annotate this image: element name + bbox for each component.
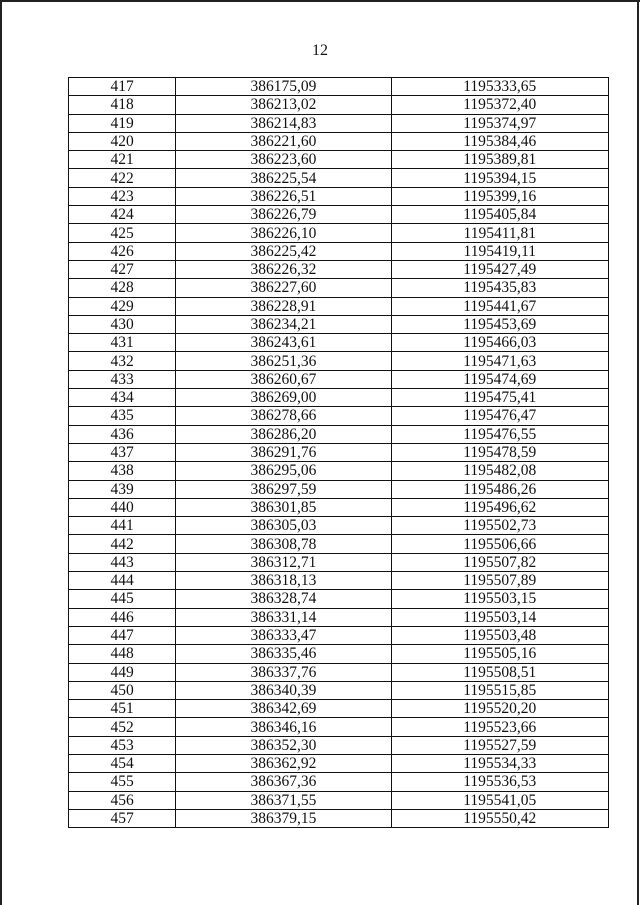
table-row xyxy=(69,645,609,663)
scan-border-right xyxy=(637,0,639,905)
x-coordinate-cell: 386214,83 xyxy=(176,114,391,132)
x-coordinate-cell: 386269,00 xyxy=(176,389,391,407)
point-number-cell: 449 xyxy=(69,663,176,681)
x-coordinate-cell: 386251,36 xyxy=(176,352,391,370)
x-coordinate-cell: 386213,02 xyxy=(176,96,391,114)
point-number-cell: 422 xyxy=(69,169,176,187)
point-number-cell: 430 xyxy=(69,315,176,333)
y-coordinate-cell: 1195427,49 xyxy=(391,260,608,278)
y-coordinate-cell: 1195508,51 xyxy=(391,663,608,681)
y-coordinate-cell: 1195435,83 xyxy=(391,279,608,297)
x-coordinate-cell: 386278,66 xyxy=(176,407,391,425)
table-row xyxy=(69,334,609,352)
point-number-cell: 435 xyxy=(69,407,176,425)
x-coordinate-cell: 386297,59 xyxy=(176,480,391,498)
point-number-cell: 451 xyxy=(69,700,176,718)
x-coordinate-cell: 386226,79 xyxy=(176,206,391,224)
point-number-cell: 418 xyxy=(69,96,176,114)
point-number-cell: 432 xyxy=(69,352,176,370)
y-coordinate-cell: 1195503,48 xyxy=(391,626,608,644)
y-coordinate-cell: 1195496,62 xyxy=(391,498,608,516)
x-coordinate-cell: 386318,13 xyxy=(176,572,391,590)
point-number-cell: 426 xyxy=(69,242,176,260)
y-coordinate-cell: 1195515,85 xyxy=(391,681,608,699)
x-coordinate-cell: 386352,30 xyxy=(176,736,391,754)
y-coordinate-cell: 1195482,08 xyxy=(391,462,608,480)
point-number-cell: 444 xyxy=(69,572,176,590)
table-row xyxy=(69,169,609,187)
table-row xyxy=(69,590,609,608)
x-coordinate-cell: 386226,51 xyxy=(176,187,391,205)
x-coordinate-cell: 386342,69 xyxy=(176,700,391,718)
y-coordinate-cell: 1195372,40 xyxy=(391,96,608,114)
y-coordinate-cell: 1195453,69 xyxy=(391,315,608,333)
y-coordinate-cell: 1195506,66 xyxy=(391,535,608,553)
table-row xyxy=(69,443,609,461)
table-row xyxy=(69,626,609,644)
table-row xyxy=(69,663,609,681)
x-coordinate-cell: 386243,61 xyxy=(176,334,391,352)
x-coordinate-cell: 386228,91 xyxy=(176,297,391,315)
y-coordinate-cell: 1195507,89 xyxy=(391,572,608,590)
point-number-cell: 419 xyxy=(69,114,176,132)
y-coordinate-cell: 1195536,53 xyxy=(391,773,608,791)
y-coordinate-cell: 1195419,11 xyxy=(391,242,608,260)
table-row xyxy=(69,462,609,480)
x-coordinate-cell: 386337,76 xyxy=(176,663,391,681)
table-row xyxy=(69,389,609,407)
point-number-cell: 439 xyxy=(69,480,176,498)
y-coordinate-cell: 1195475,41 xyxy=(391,389,608,407)
table-row xyxy=(69,498,609,516)
point-number-cell: 455 xyxy=(69,773,176,791)
x-coordinate-cell: 386362,92 xyxy=(176,754,391,772)
x-coordinate-cell: 386328,74 xyxy=(176,590,391,608)
y-coordinate-cell: 1195541,05 xyxy=(391,791,608,809)
point-number-cell: 429 xyxy=(69,297,176,315)
x-coordinate-cell: 386226,10 xyxy=(176,224,391,242)
point-number-cell: 437 xyxy=(69,443,176,461)
table-row xyxy=(69,315,609,333)
table-row xyxy=(69,773,609,791)
table-row xyxy=(69,132,609,150)
x-coordinate-cell: 386175,09 xyxy=(176,78,391,96)
point-number-cell: 427 xyxy=(69,260,176,278)
point-number-cell: 452 xyxy=(69,718,176,736)
table-row xyxy=(69,754,609,772)
coordinates-table-body xyxy=(69,78,609,828)
y-coordinate-cell: 1195399,16 xyxy=(391,187,608,205)
x-coordinate-cell: 386225,42 xyxy=(176,242,391,260)
point-number-cell: 443 xyxy=(69,553,176,571)
x-coordinate-cell: 386346,16 xyxy=(176,718,391,736)
x-coordinate-cell: 386260,67 xyxy=(176,370,391,388)
point-number-cell: 428 xyxy=(69,279,176,297)
y-coordinate-cell: 1195411,81 xyxy=(391,224,608,242)
y-coordinate-cell: 1195503,14 xyxy=(391,608,608,626)
table-row xyxy=(69,809,609,827)
point-number-cell: 425 xyxy=(69,224,176,242)
y-coordinate-cell: 1195474,69 xyxy=(391,370,608,388)
y-coordinate-cell: 1195503,15 xyxy=(391,590,608,608)
x-coordinate-cell: 386225,54 xyxy=(176,169,391,187)
point-number-cell: 456 xyxy=(69,791,176,809)
x-coordinate-cell: 386221,60 xyxy=(176,132,391,150)
y-coordinate-cell: 1195486,26 xyxy=(391,480,608,498)
table-row xyxy=(69,517,609,535)
point-number-cell: 450 xyxy=(69,681,176,699)
y-coordinate-cell: 1195394,15 xyxy=(391,169,608,187)
x-coordinate-cell: 386227,60 xyxy=(176,279,391,297)
point-number-cell: 434 xyxy=(69,389,176,407)
x-coordinate-cell: 386286,20 xyxy=(176,425,391,443)
y-coordinate-cell: 1195389,81 xyxy=(391,151,608,169)
y-coordinate-cell: 1195478,59 xyxy=(391,443,608,461)
table-row xyxy=(69,187,609,205)
x-coordinate-cell: 386223,60 xyxy=(176,151,391,169)
table-row xyxy=(69,114,609,132)
point-number-cell: 423 xyxy=(69,187,176,205)
x-coordinate-cell: 386333,47 xyxy=(176,626,391,644)
table-row xyxy=(69,718,609,736)
x-coordinate-cell: 386335,46 xyxy=(176,645,391,663)
y-coordinate-cell: 1195405,84 xyxy=(391,206,608,224)
point-number-cell: 440 xyxy=(69,498,176,516)
y-coordinate-cell: 1195523,66 xyxy=(391,718,608,736)
y-coordinate-cell: 1195520,20 xyxy=(391,700,608,718)
point-number-cell: 448 xyxy=(69,645,176,663)
y-coordinate-cell: 1195502,73 xyxy=(391,517,608,535)
y-coordinate-cell: 1195466,03 xyxy=(391,334,608,352)
x-coordinate-cell: 386305,03 xyxy=(176,517,391,535)
x-coordinate-cell: 386295,06 xyxy=(176,462,391,480)
y-coordinate-cell: 1195384,46 xyxy=(391,132,608,150)
table-row xyxy=(69,535,609,553)
x-coordinate-cell: 386340,39 xyxy=(176,681,391,699)
point-number-cell: 454 xyxy=(69,754,176,772)
scan-border-left xyxy=(0,0,2,905)
point-number-cell: 447 xyxy=(69,626,176,644)
table-row xyxy=(69,297,609,315)
x-coordinate-cell: 386226,32 xyxy=(176,260,391,278)
coordinates-table xyxy=(68,77,609,828)
table-row xyxy=(69,425,609,443)
table-row xyxy=(69,242,609,260)
x-coordinate-cell: 386367,36 xyxy=(176,773,391,791)
point-number-cell: 433 xyxy=(69,370,176,388)
table-row xyxy=(69,206,609,224)
y-coordinate-cell: 1195505,16 xyxy=(391,645,608,663)
x-coordinate-cell: 386234,21 xyxy=(176,315,391,333)
point-number-cell: 457 xyxy=(69,809,176,827)
point-number-cell: 431 xyxy=(69,334,176,352)
point-number-cell: 420 xyxy=(69,132,176,150)
table-row xyxy=(69,279,609,297)
table-row xyxy=(69,700,609,718)
page-number: 12 xyxy=(312,42,328,59)
x-coordinate-cell: 386308,78 xyxy=(176,535,391,553)
x-coordinate-cell: 386331,14 xyxy=(176,608,391,626)
y-coordinate-cell: 1195476,55 xyxy=(391,425,608,443)
x-coordinate-cell: 386312,71 xyxy=(176,553,391,571)
table-row xyxy=(69,78,609,96)
table-row xyxy=(69,736,609,754)
point-number-cell: 424 xyxy=(69,206,176,224)
x-coordinate-cell: 386301,85 xyxy=(176,498,391,516)
table-row xyxy=(69,151,609,169)
table-row xyxy=(69,572,609,590)
table-row xyxy=(69,260,609,278)
y-coordinate-cell: 1195507,82 xyxy=(391,553,608,571)
y-coordinate-cell: 1195471,63 xyxy=(391,352,608,370)
table-row xyxy=(69,791,609,809)
point-number-cell: 446 xyxy=(69,608,176,626)
table-row xyxy=(69,480,609,498)
y-coordinate-cell: 1195476,47 xyxy=(391,407,608,425)
table-row xyxy=(69,681,609,699)
y-coordinate-cell: 1195374,97 xyxy=(391,114,608,132)
table-row xyxy=(69,224,609,242)
table-row xyxy=(69,608,609,626)
scan-border-top xyxy=(0,0,640,2)
y-coordinate-cell: 1195441,67 xyxy=(391,297,608,315)
y-coordinate-cell: 1195550,42 xyxy=(391,809,608,827)
table-row xyxy=(69,553,609,571)
table-row xyxy=(69,352,609,370)
y-coordinate-cell: 1195534,33 xyxy=(391,754,608,772)
point-number-cell: 436 xyxy=(69,425,176,443)
point-number-cell: 417 xyxy=(69,78,176,96)
point-number-cell: 441 xyxy=(69,517,176,535)
point-number-cell: 453 xyxy=(69,736,176,754)
table-row xyxy=(69,96,609,114)
point-number-cell: 421 xyxy=(69,151,176,169)
y-coordinate-cell: 1195527,59 xyxy=(391,736,608,754)
x-coordinate-cell: 386379,15 xyxy=(176,809,391,827)
table-row xyxy=(69,407,609,425)
point-number-cell: 438 xyxy=(69,462,176,480)
table-row xyxy=(69,370,609,388)
x-coordinate-cell: 386371,55 xyxy=(176,791,391,809)
x-coordinate-cell: 386291,76 xyxy=(176,443,391,461)
y-coordinate-cell: 1195333,65 xyxy=(391,78,608,96)
point-number-cell: 442 xyxy=(69,535,176,553)
point-number-cell: 445 xyxy=(69,590,176,608)
